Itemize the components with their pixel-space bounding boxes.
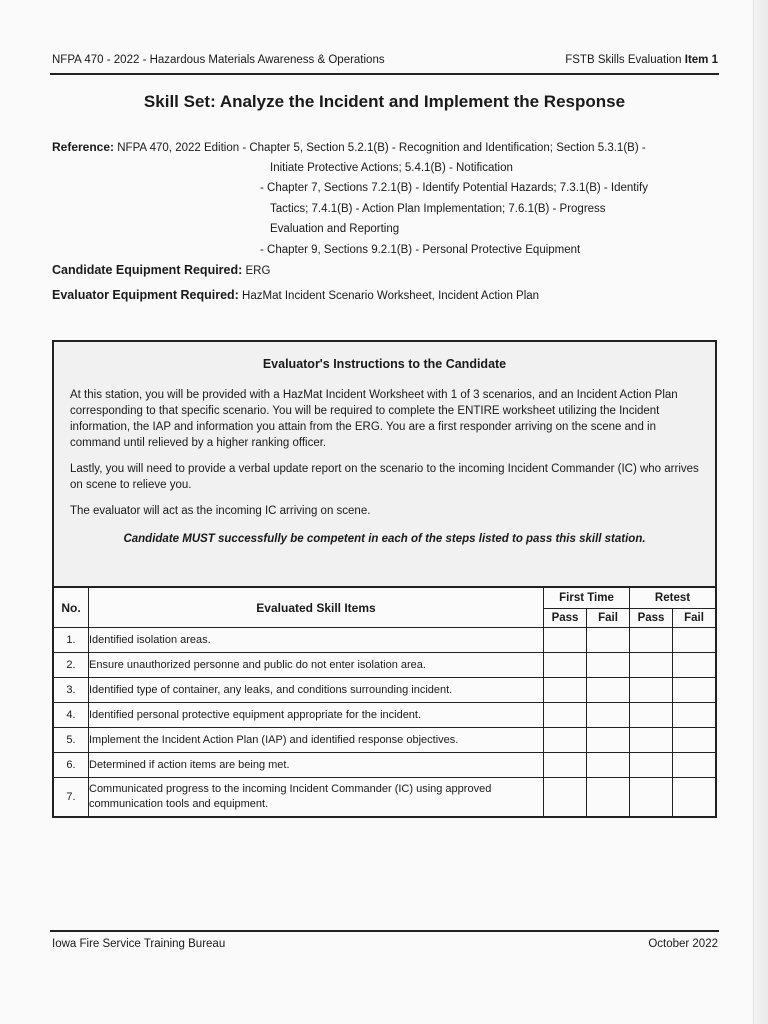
instructions-title: Evaluator's Instructions to the Candidate [262, 357, 507, 371]
first-fail-cell[interactable] [587, 628, 630, 653]
reference-line [52, 137, 718, 158]
header-item: Item 1 [684, 54, 718, 66]
first-fail-cell[interactable] [587, 778, 630, 818]
table-row [53, 728, 716, 753]
header-retest-fail: Fail [673, 609, 717, 628]
reference-label: Reference: [52, 140, 115, 154]
retest-fail-cell[interactable] [673, 753, 717, 778]
retest-pass-cell[interactable] [630, 628, 673, 653]
header-first-time: First Time [544, 587, 630, 609]
retest-pass-cell[interactable] [630, 653, 673, 678]
first-fail-cell[interactable] [587, 653, 630, 678]
first-pass-cell[interactable] [544, 653, 587, 678]
retest-pass-cell[interactable] [630, 728, 673, 753]
first-pass-cell[interactable] [544, 678, 587, 703]
retest-pass-cell[interactable] [630, 753, 673, 778]
header-retest: Retest [630, 587, 717, 609]
header-retest-pass: Pass [630, 609, 673, 628]
page-header [52, 54, 718, 71]
row-number: 5. [53, 728, 89, 753]
retest-fail-cell[interactable] [673, 678, 717, 703]
candidate-equipment-value: ERG [245, 265, 271, 277]
reference-line: Tactics; 7.4.1(B) - Action Plan Implementation; 7.6.1(B) - Progress [270, 202, 606, 215]
retest-fail-cell[interactable] [673, 728, 717, 753]
retest-fail-cell[interactable] [673, 653, 717, 678]
header-items: Evaluated Skill Items [89, 587, 544, 628]
evaluator-equipment-value: HazMat Incident Scenario Worksheet, Incident Action Plan [242, 290, 540, 302]
header-evaluation-label: FSTB Skills Evaluation [565, 54, 685, 66]
first-pass-cell[interactable] [544, 778, 587, 818]
retest-pass-cell[interactable] [630, 678, 673, 703]
table-row [53, 678, 716, 703]
header-first-pass: Pass [544, 609, 587, 628]
row-number: 6. [53, 753, 89, 778]
footer-rule [50, 930, 719, 932]
reference-text: NFPA 470, 2022 Edition - Chapter 5, Section 5.2.1(B) - Recognition and Identification; Section 5.3.1(B) - [117, 142, 646, 154]
skills-table [52, 586, 717, 818]
evaluator-equipment-label: Evaluator Equipment Required: [52, 288, 239, 302]
instructions-emphasis: Candidate MUST successfully be competent in each of the steps listed to pass this skill station. [123, 533, 646, 545]
first-fail-cell[interactable] [587, 703, 630, 728]
page-title: Skill Set: Analyze the Incident and Implement the Response [143, 92, 626, 111]
row-skill: Identified isolation areas. [89, 628, 544, 653]
first-pass-cell[interactable] [544, 728, 587, 753]
first-pass-cell[interactable] [544, 753, 587, 778]
instructions-paragraph: The evaluator will act as the incoming IC arriving on scene. [70, 505, 371, 517]
footer-organization: Iowa Fire Service Training Bureau [52, 938, 226, 950]
candidate-equipment-label: Candidate Equipment Required: [52, 263, 243, 277]
row-number: 4. [53, 703, 89, 728]
header-rule [50, 73, 719, 75]
first-fail-cell[interactable] [587, 678, 630, 703]
retest-pass-cell[interactable] [630, 703, 673, 728]
first-fail-cell[interactable] [587, 728, 630, 753]
table-row [53, 628, 716, 653]
retest-pass-cell[interactable] [630, 778, 673, 818]
instructions-paragraph: Lastly, you will need to provide a verbal update report on the scenario to the incoming Incident Commander (IC) who arrives on scene to relieve you. [70, 463, 699, 491]
first-pass-cell[interactable] [544, 628, 587, 653]
reference-block [52, 137, 718, 260]
row-skill: Implement the Incident Action Plan (IAP) and identified response objectives. [89, 728, 544, 753]
row-skill: Identified type of container, any leaks, and conditions surrounding incident. [89, 678, 544, 703]
table-row [53, 753, 716, 778]
retest-fail-cell[interactable] [673, 778, 717, 818]
header-no: No. [53, 587, 89, 628]
instructions-box [52, 340, 717, 586]
reference-line: Evaluation and Reporting [270, 223, 400, 235]
header-first-fail: Fail [587, 609, 630, 628]
row-number: 3. [53, 678, 89, 703]
footer-date: October 2022 [648, 938, 718, 950]
page-edge [753, 0, 768, 1024]
candidate-equipment [52, 263, 270, 277]
row-skill: Communicated progress to the incoming Incident Commander (IC) using approved communication tools and equipment. [89, 778, 544, 818]
row-skill: Ensure unauthorized personne and public do not enter isolation area. [89, 653, 544, 678]
first-pass-cell[interactable] [544, 703, 587, 728]
page-footer [52, 938, 718, 950]
table-header-row [53, 587, 716, 609]
reference-line: - Chapter 7, Sections 7.2.1(B) - Identify Potential Hazards; 7.3.1(B) - Identify [260, 182, 648, 194]
row-number: 2. [53, 653, 89, 678]
table-row [53, 778, 716, 818]
evaluator-equipment [52, 288, 539, 302]
header-course: NFPA 470 - 2022 - Hazardous Materials Awareness & Operations [52, 54, 385, 66]
row-skill: Identified personal protective equipment appropriate for the incident. [89, 703, 544, 728]
row-skill: Determined if action items are being met. [89, 753, 544, 778]
row-number: 7. [53, 778, 89, 818]
table-row [53, 703, 716, 728]
table-row [53, 653, 716, 678]
first-fail-cell[interactable] [587, 753, 630, 778]
retest-fail-cell[interactable] [673, 703, 717, 728]
reference-line: Initiate Protective Actions; 5.4.1(B) - Notification [270, 161, 513, 174]
header-evaluation [565, 54, 718, 66]
reference-line: - Chapter 9, Sections 9.2.1(B) - Personal Protective Equipment [260, 243, 581, 256]
row-number: 1. [53, 628, 89, 653]
instructions-paragraph: At this station, you will be provided with a HazMat Incident Worksheet with 1 of 3 scenarios, and an Incident Action Plan corresponding to that specific scenario. You will be required to complete the ENTIRE worksheet utilizing the Incident information, the IAP and information you attain from the ERG. You are a first responder arriving on the scene and in command until relieved by a higher ranking officer. [70, 389, 678, 449]
retest-fail-cell[interactable] [673, 628, 717, 653]
